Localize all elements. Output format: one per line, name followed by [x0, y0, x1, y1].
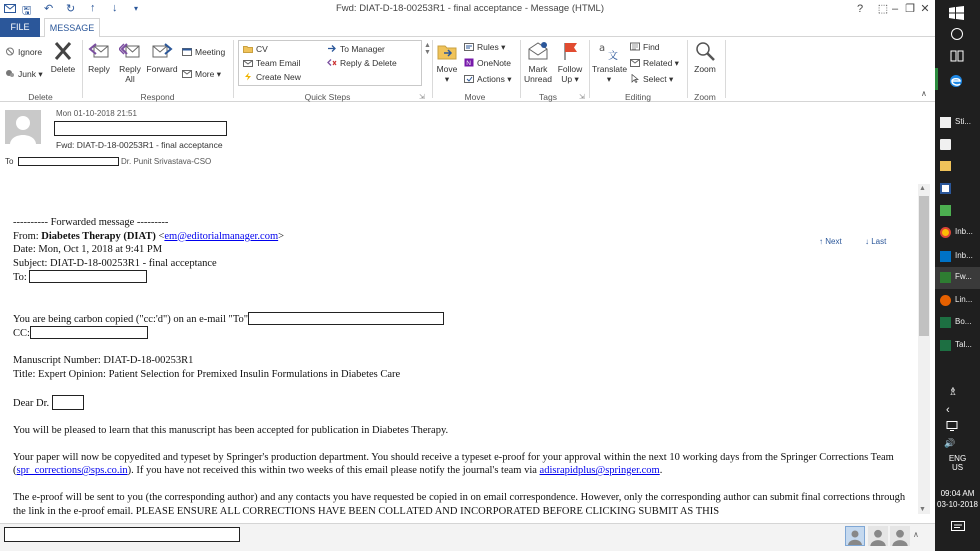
mail-icon: [940, 272, 951, 283]
related-icon: [630, 58, 640, 67]
region-label: US: [951, 463, 964, 472]
zoom-button[interactable]: [690, 40, 720, 74]
save-icon[interactable]: 🖫: [22, 5, 32, 17]
excel-icon: [940, 340, 951, 351]
network-icon[interactable]: [945, 421, 959, 431]
person-icon: [846, 527, 864, 545]
quick-step-to-manager[interactable]: [327, 43, 385, 55]
delete-x-icon: [52, 40, 74, 62]
person-icon: [890, 526, 910, 546]
ribbon-options-icon[interactable]: ⬚: [877, 3, 889, 15]
cc-line: [13, 326, 913, 341]
quick-steps-gallery: [238, 40, 422, 86]
collapse-ribbon-icon[interactable]: ∧: [921, 89, 927, 98]
actions-label: Actions: [477, 74, 505, 84]
divider: [82, 40, 83, 98]
next-label: Next: [825, 237, 842, 246]
windows-taskbar: [935, 0, 980, 551]
follow-up-label-1: Follow: [557, 64, 583, 74]
taskbar-item-label: Fw...: [955, 272, 972, 281]
close-button[interactable]: ✕: [920, 3, 930, 15]
show-hidden-icons-icon[interactable]: ‹: [946, 404, 950, 416]
message-subject: Fwd: DIAT-D-18-00253R1 - final acceptance: [56, 140, 223, 150]
junk-button[interactable]: Junk ▾: [5, 68, 43, 80]
date-line: Date: Mon, Oct 1, 2018 at 9:41 PM: [13, 244, 163, 255]
store-icon[interactable]: [940, 183, 951, 194]
firefox-icon: [940, 295, 951, 306]
meeting-button[interactable]: [182, 46, 225, 58]
reply-icon: [88, 40, 110, 62]
taskbar-item-outlook-inbox[interactable]: [935, 246, 980, 268]
taskbar-item-label: Inb...: [955, 227, 973, 236]
system-clock[interactable]: [935, 488, 980, 510]
team-email-icon: [243, 58, 253, 67]
quick-step-cv-label: CV: [256, 44, 268, 54]
zoom-group-label: Zoom: [694, 92, 716, 102]
person-icon: [5, 110, 41, 144]
spacer: [13, 437, 913, 451]
previous-item-icon[interactable]: ↑: [90, 2, 96, 14]
calculator-icon[interactable]: [940, 139, 951, 150]
people-icon[interactable]: ♗: [948, 386, 958, 398]
divider: [233, 40, 234, 98]
find-icon: [630, 42, 640, 51]
cc-notice: You are being carbon copied ("cc:'d") on an e-mail "To": [13, 313, 249, 325]
taskbar-item-label: Inb...: [955, 251, 973, 260]
taskbar-item-firefox[interactable]: [935, 290, 980, 312]
find-label: Find: [643, 42, 660, 52]
undo-icon[interactable]: ↶: [44, 3, 54, 15]
quick-step-team-email-label: Team Email: [256, 58, 301, 68]
people-pane-avatar-3[interactable]: [890, 526, 910, 546]
mark-unread-icon: [527, 40, 549, 62]
paragraph-2: [13, 451, 913, 478]
ignore-icon: [5, 47, 15, 56]
spacer: [13, 285, 913, 312]
reply-all-label-2: All: [125, 74, 135, 84]
taskbar-item-chrome-inbox[interactable]: [935, 222, 980, 244]
ribbon-tabs: [0, 18, 935, 37]
meeting-icon: [182, 47, 192, 56]
edge-browser-icon[interactable]: [949, 74, 963, 88]
people-pane-toggle-icon[interactable]: ∧: [913, 530, 919, 539]
sender-avatar: [5, 110, 41, 144]
from-name: Diabetes Therapy (DIAT): [41, 230, 156, 242]
taskbar-item-label: Lin...: [955, 295, 973, 304]
svg-text:a: a: [599, 43, 606, 54]
person-icon: [868, 526, 888, 546]
to-line: [13, 270, 913, 285]
corrections-email-link[interactable]: spr_corrections@sps.co.in: [16, 465, 128, 476]
file-explorer-icon[interactable]: [940, 161, 951, 171]
taskbar-item-excel-tal[interactable]: [935, 335, 980, 357]
svg-text:文: 文: [608, 51, 618, 62]
message-body: [13, 216, 913, 518]
reply-label: Reply: [88, 64, 110, 74]
forward-label: Forward: [146, 64, 178, 74]
junk-label: Junk: [18, 69, 36, 79]
divider: [520, 40, 521, 98]
delete-group-label: Delete: [28, 92, 53, 102]
to-label: To: [5, 157, 14, 166]
next-item-icon[interactable]: ↓: [112, 2, 118, 14]
onenote-button[interactable]: [464, 57, 511, 69]
forwarded-line: ---------- Forwarded message ---------: [13, 217, 169, 228]
manuscript-title: Title: Expert Opinion: Patient Selection for Premixed Insulin Formulations in Diabetes Care: [13, 368, 401, 380]
move-label: Move: [436, 64, 458, 74]
clock-date: 03-10-2018: [937, 500, 978, 509]
window-title: Fwd: DIAT-D-18-00253R1 - final acceptance - Message (HTML): [335, 3, 605, 14]
redacted-name: [52, 395, 84, 410]
quick-steps-scroll-icon[interactable]: ▲ ▼: [424, 42, 431, 56]
tags-dialog-launcher-icon[interactable]: ⇲: [579, 94, 585, 101]
scroll-up-icon[interactable]: ▲: [919, 185, 926, 192]
actions-icon: [464, 74, 474, 83]
para2-text-c: .: [659, 465, 663, 476]
quick-step-reply-delete-label: Reply & Delete: [340, 58, 397, 68]
zoom-label: Zoom: [694, 64, 716, 74]
taskbar-item-label: Sti...: [955, 117, 972, 126]
taskbar-item-label: Bo...: [955, 317, 972, 326]
spacer: [13, 381, 913, 395]
quick-step-reply-delete[interactable]: [327, 57, 397, 69]
redacted-sender: [54, 121, 227, 136]
spacer: [13, 410, 913, 424]
action-center-icon[interactable]: [951, 521, 965, 533]
status-bar: [0, 523, 935, 551]
reply-all-label-1: Reply: [119, 64, 141, 74]
redacted-recipient: [18, 157, 119, 166]
junk-icon: [5, 69, 15, 78]
excel-icon: [940, 317, 951, 328]
cc-label: CC:: [13, 328, 30, 339]
translate-button[interactable]: a 文 Translate ▾: [592, 40, 626, 84]
to-name: Dr. Punit Srivastava-CSO: [121, 157, 212, 166]
select-cursor-icon: [630, 74, 640, 83]
chrome-icon: [940, 227, 951, 238]
adis-email-link[interactable]: adisrapidplus@springer.com: [539, 465, 660, 476]
from-lt: <: [155, 230, 165, 242]
onenote-label: OneNote: [477, 58, 512, 68]
cortana-icon[interactable]: [951, 28, 963, 40]
active-indicator: [935, 68, 938, 90]
tags-group-label: Tags: [539, 92, 557, 102]
divider: [432, 40, 433, 98]
spacer: [13, 341, 913, 355]
greeting: Dear Dr.: [13, 397, 50, 409]
taskbar-item-fw[interactable]: [935, 267, 980, 289]
from-email-link[interactable]: em@editorialmanager.com: [164, 230, 279, 242]
quick-step-team-email[interactable]: [243, 57, 300, 69]
editing-group-label: Editing: [625, 92, 651, 102]
rules-icon: [464, 42, 474, 51]
find-button[interactable]: [630, 41, 660, 53]
people-pane-avatar-1[interactable]: [845, 526, 865, 546]
lightning-icon: [243, 72, 253, 81]
delete-label: Delete: [50, 64, 76, 74]
ignore-button[interactable]: [5, 46, 42, 58]
forward-icon: [151, 40, 173, 62]
taskbar-item-label: Tal...: [955, 340, 972, 349]
mark-unread-label-2: Unread: [524, 74, 552, 84]
last-label: Last: [871, 237, 887, 246]
translate-label: Translate: [592, 64, 628, 74]
ribbon: [0, 37, 935, 102]
outlook-icon: [940, 251, 951, 262]
clock-time: 09:04 AM: [940, 489, 975, 498]
folder-icon: [243, 44, 253, 53]
follow-up-button[interactable]: Follow Up ▾: [555, 40, 585, 84]
move-button[interactable]: Move ▾: [434, 40, 460, 84]
onenote-icon: [464, 58, 474, 67]
redacted-cc-to: [248, 312, 444, 325]
related-button[interactable]: Related ▾: [630, 57, 679, 69]
last-link[interactable]: ↓ Last: [865, 237, 887, 246]
quick-steps-group-label: Quick Steps: [304, 92, 351, 102]
reply-all-icon: [119, 40, 141, 62]
cc-notice-line: [13, 312, 913, 327]
language-indicator[interactable]: [935, 454, 980, 472]
para2-text-b: ). If you have not received this within two weeks of this email please notify the journal's team via: [127, 465, 540, 476]
move-folder-icon: [436, 40, 458, 62]
redo-icon[interactable]: ↻: [66, 3, 76, 15]
scrollbar-thumb[interactable]: [919, 196, 929, 336]
windows-start-icon[interactable]: [949, 6, 965, 20]
reply-delete-icon: [327, 58, 337, 67]
subject-line: Subject: DIAT-D-18-00253R1 - final acceptance: [13, 257, 217, 269]
task-view-icon[interactable]: [950, 50, 964, 62]
manuscript-number: Manuscript Number: DIAT-D-18-00253R1: [13, 355, 194, 366]
paragraph-1: You will be pleased to learn that this manuscript has been accepted for publication in Diabetes Therapy.: [13, 424, 449, 436]
envelope-icon: [4, 3, 16, 14]
quick-step-to-manager-label: To Manager: [340, 44, 385, 54]
from-line: [13, 230, 913, 244]
message-date: Mon 01-10-2018 21:51: [56, 109, 137, 118]
ignore-label: Ignore: [18, 47, 43, 57]
reply-all-button[interactable]: [116, 40, 144, 84]
app-icon[interactable]: [940, 205, 951, 216]
quick-step-cv[interactable]: [243, 43, 268, 55]
scroll-down-icon[interactable]: ▼: [919, 506, 926, 513]
people-pane-avatar-2[interactable]: [868, 526, 888, 546]
spacer: [13, 478, 913, 492]
forward-button[interactable]: [145, 40, 179, 74]
restore-button[interactable]: ❐: [905, 3, 915, 15]
title-bar: [0, 0, 935, 18]
help-button[interactable]: ?: [856, 3, 864, 15]
dialog-launcher-icon[interactable]: ⇲: [419, 94, 425, 101]
redacted-cc: [30, 326, 148, 339]
reply-button[interactable]: [87, 40, 111, 74]
forward-arrow-icon: [327, 44, 337, 53]
svg-text:N: N: [466, 60, 472, 67]
select-label: Select: [643, 74, 667, 84]
more-button[interactable]: More ▾: [182, 68, 221, 80]
magnifier-icon: [694, 40, 716, 62]
rules-button[interactable]: Rules ▾: [464, 41, 505, 53]
divider: [589, 40, 590, 98]
language-label: ENG: [948, 454, 967, 463]
delete-button[interactable]: [48, 40, 78, 74]
more-label: More: [195, 69, 215, 79]
select-button[interactable]: Select ▾: [630, 73, 673, 85]
customize-qat-icon[interactable]: ▾: [134, 4, 139, 13]
translate-icon: [598, 40, 620, 62]
taskbar-item-sti[interactable]: [935, 112, 980, 134]
paragraph-3: The e-proof will be sent to you (the corresponding author) and any contacts you have requested be copied in on email correspondence. However, only the corresponding author can submit final corrections through the link in the e-proof email. PLEASE ENSURE ALL CORRECTIONS HAVE BEEN COLLATED AND INCORPORATED BEFORE CLICKING SUBMIT AS THIS: [13, 492, 906, 517]
move-group-label: Move: [464, 92, 486, 102]
tab-message[interactable]: MESSAGE: [44, 18, 100, 38]
quick-step-create-new-label: Create New: [256, 72, 301, 82]
body-to-label: To:: [13, 272, 30, 283]
from-label: From:: [13, 230, 42, 242]
tab-file[interactable]: FILE: [0, 18, 40, 37]
sticky-notes-icon: [940, 117, 951, 128]
quick-step-create-new[interactable]: [243, 71, 301, 83]
flag-icon: [559, 40, 581, 62]
actions-button[interactable]: Actions ▾: [464, 73, 512, 85]
minimize-button[interactable]: –: [891, 3, 899, 15]
redacted-status: [4, 527, 240, 542]
volume-icon[interactable]: 🔊: [944, 438, 956, 448]
related-label: Related: [643, 58, 673, 68]
greeting-line: [13, 395, 913, 411]
divider: [687, 40, 688, 98]
rules-label: Rules: [477, 42, 499, 52]
taskbar-item-excel-bo[interactable]: [935, 312, 980, 334]
meeting-label: Meeting: [195, 47, 226, 57]
divider: [725, 40, 726, 98]
para2-text-a: Your paper will now be copyedited and typeset by Springer's production department. You should receive a typeset e-proof for your approval within the next 10 working days from the Springer Corrections Team (: [13, 451, 894, 476]
next-link[interactable]: ↑ Next: [819, 237, 842, 246]
mark-unread-button[interactable]: [523, 40, 553, 84]
follow-up-label-2: Up: [561, 74, 573, 84]
redacted-to: [29, 270, 147, 283]
respond-group-label: Respond: [140, 92, 175, 102]
more-icon: [182, 69, 192, 78]
from-gt: >: [278, 230, 285, 242]
mark-unread-label-1: Mark: [528, 64, 548, 74]
